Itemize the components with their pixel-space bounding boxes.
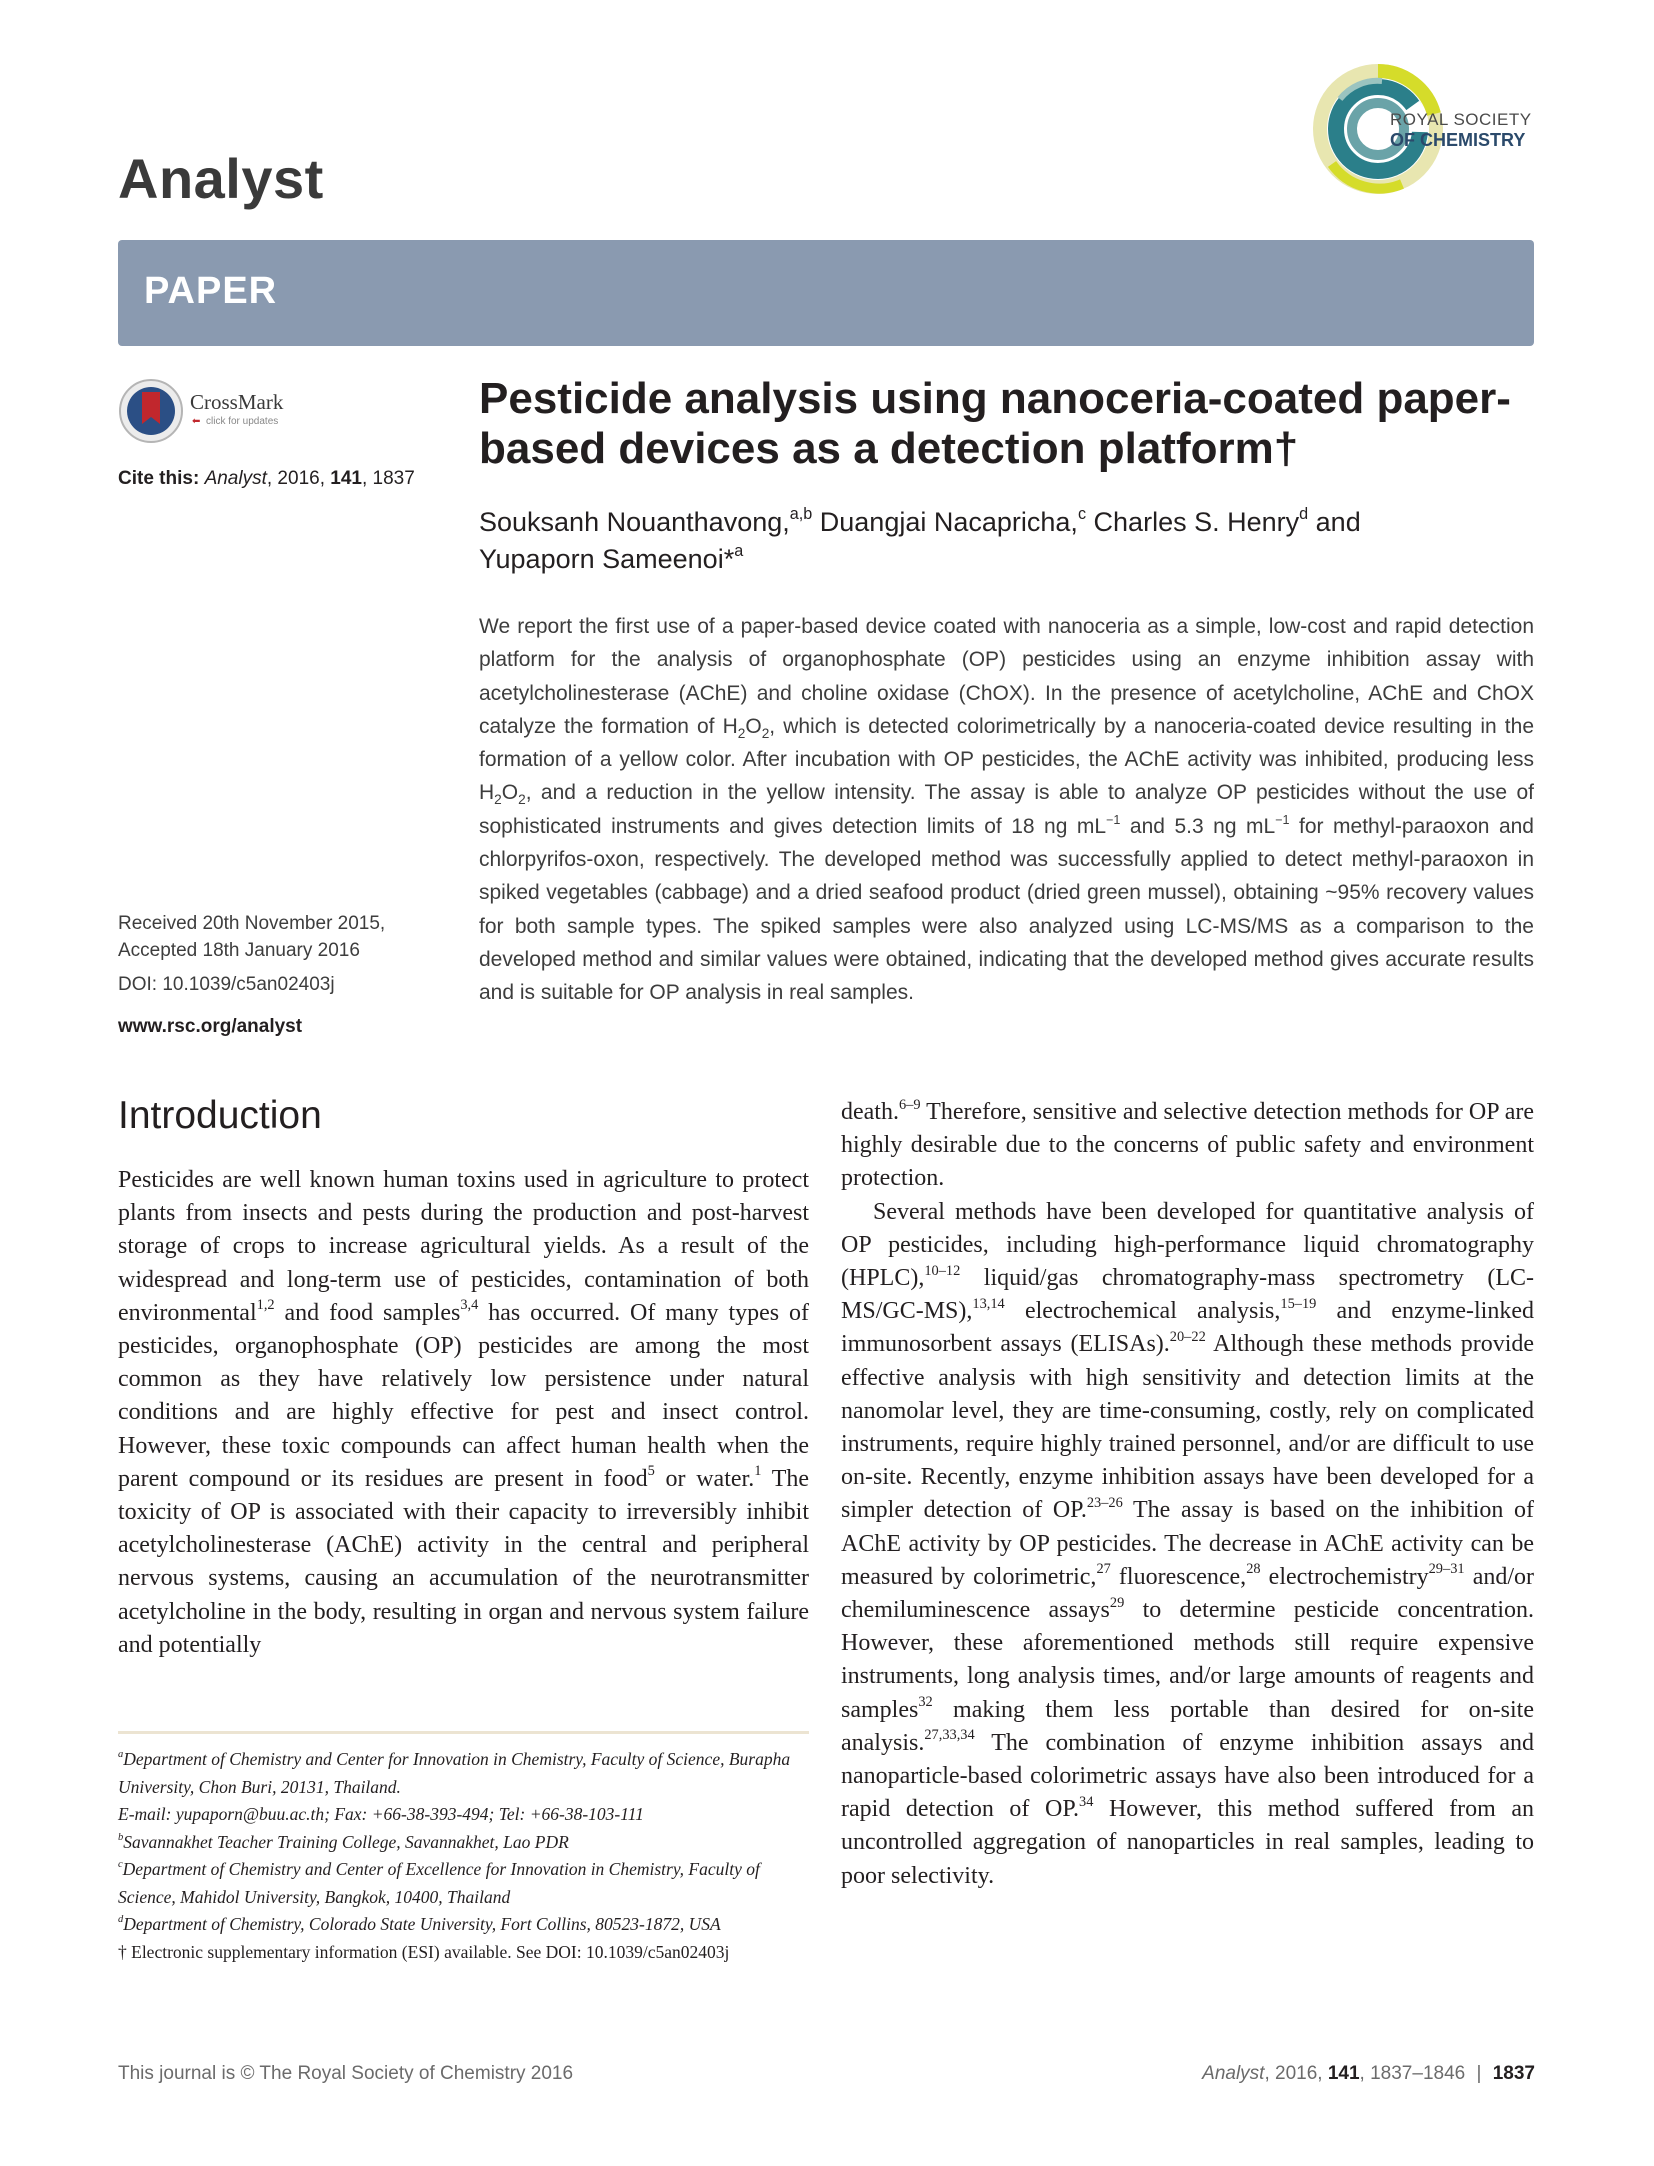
citation-ref[interactable]: 13,14 xyxy=(972,1295,1005,1312)
footer-copyright: This journal is © The Royal Society of Chemistry 2016 xyxy=(118,2063,574,2084)
citation-ref[interactable]: 10–12 xyxy=(924,1262,961,1279)
body-paragraph: death.$^{6-9}$ Therefore, sensitive and selective detection methods for OP are highly desirable due to the concerns of public safety and environment protection. xyxy=(841,1096,1534,1192)
author-affiliation: d xyxy=(1299,505,1309,524)
author-name: Duangjai Nacapricha, xyxy=(819,507,1078,537)
journal-website-link[interactable]: www.rsc.org/analyst xyxy=(118,1016,303,1037)
citation-ref[interactable]: 5 xyxy=(647,1463,655,1480)
author-name: Yupaporn Sameenoi* xyxy=(479,544,735,574)
citation-ref[interactable]: 27,33,34 xyxy=(924,1727,975,1744)
footer-separator: | xyxy=(1476,2063,1482,2084)
section-label: PAPER xyxy=(144,270,278,312)
cite-year: , 2016, xyxy=(266,468,331,489)
publisher-logo[interactable] xyxy=(1312,54,1552,204)
author-affiliation: a xyxy=(734,542,744,561)
author-affiliation: a,b xyxy=(789,505,813,524)
logo-line-2: OF CHEMISTRY xyxy=(1390,130,1526,150)
cite-page: , 1837 xyxy=(361,468,415,489)
cite-volume: 141 xyxy=(330,468,362,489)
author-name: Charles S. Henry xyxy=(1093,507,1300,537)
footer-citation: Analyst, 2016, 141, 1837–1846 | 1837 xyxy=(1202,2063,1535,2084)
body-paragraph: Several methods have been developed for quantitative analysis of OP pesticides, including high-performance liquid chromatography (HPLC),$^{10-12}$ liquid/gas chromatography-mass spectrometry (LC-MS/GC-MS),$^{13,14}$ electrochemical analysis,$^{15-19}$ and enzyme-linked immunosorbent assays (ELISAs).$^{20-22}$ Although these methods provide effective analysis with high sensitivity and detection limits at the nanomolar level, they are time-consuming, costly, rely on complicated instruments, require highly trained personnel, and/or are difficult to use on-site. Recently, enzyme inhibition assays have been developed for a simpler detection of OP.$^{23-26}$ The assay is based on the inhibition of AChE activity by OP pesticides. The decrease in AChE activity can be measured by colorimetric,$^{27}$ fluorescence,$^{28}$ electrochemistry$^{29-31}$ and/or chemiluminescence assays$^{29}$ to determine pesticide concentration. However, these aforementioned methods still require expensive instruments, long analysis times, and/or large amounts of reagents and samples$^{32}$ making them less portable than desired for on-site analysis.$^{27,33,34}$ The combination of enzyme inhibition assays and nanoparticle-based colorimetric assays have also been introduced for a rapid detection of OP.$^{34}$ However, this method suffered from an uncontrolled aggregation of nanoparticles in real samples, leading to poor selectivity. xyxy=(841,1198,1535,1889)
citation-ref[interactable]: 29–31 xyxy=(1428,1561,1465,1578)
footnote-divider xyxy=(118,1731,809,1734)
esi-note: † Electronic supplementary information (ESI) available. See DOI: 10.1039/c5an02403j xyxy=(118,1941,730,1962)
author-affiliation: c xyxy=(1077,505,1087,524)
article-title: Pesticide analysis using nanoceria-coated paper-based devices as a detection platform† xyxy=(479,374,1511,473)
crossmark-badge[interactable] xyxy=(118,378,298,448)
footnote: $^c$Department of Chemistry and Center of Excellence for Innovation in Chemistry, Faculty of Science, Mahidol University, Bangkok, 10400, Thailand xyxy=(118,1859,760,1907)
cite-this xyxy=(118,468,415,490)
body-column-left xyxy=(118,1164,809,1662)
crossmark-arrow-icon: ⬅ xyxy=(192,416,201,427)
citation-ref[interactable]: 6–9 xyxy=(898,1096,921,1113)
article-doi[interactable]: DOI: 10.1039/c5an02403j xyxy=(118,974,335,995)
abstract: We report the first use of a paper-based device coated with nanoceria as a simple, low-cost and rapid detection platform for the analysis of organophosphate (OP) pesticides using an enzyme inhibition assay with acetylcholinesterase (AChE) and choline oxidase (ChOX). In the presence of acetylcholine, AChE and ChOX catalyze the formation of $H_2O_2$, which is detected colorimetrically by a nanoceria-coated device resulting in the formation of a yellow color. After incubation with OP pesticides, the AChE activity was inhibited, producing less $H_2O_2$, and a reduction in the yellow intensity. The assay is able to analyze OP pesticides without the use of sophisticated instruments and gives detection limits of 18 ng $mL^{-1}$ and 5.3 ng $mL^{-1}$ for methyl-paraoxon and chlorpyrifos-oxon, respectively. The developed method was successfully applied to detect methyl-paraoxon in spiked vegetables (cabbage) and a dried seafood product (dried green mussel), obtaining ~95% recovery values for both sample types. The spiked samples were also analyzed using LC-MS/MS as a comparison to the developed method and similar values were obtained, indicating that the developed method gives accurate results and is suitable for OP analysis in real samples. xyxy=(479,615,1535,1005)
citation-ref[interactable]: 29 xyxy=(1109,1594,1125,1611)
footnote: $^a$Department of Chemistry and Center for Innovation in Chemistry, Faculty of Science, Burapha University, Chon Buri, 20131, Thailand. xyxy=(118,1749,791,1797)
citation-ref[interactable]: 34 xyxy=(1079,1793,1094,1810)
footnote: $^b$Savannakhet Teacher Training College, Savannakhet, Lao PDR xyxy=(118,1831,569,1852)
citation-ref[interactable]: 20–22 xyxy=(1169,1328,1206,1345)
affiliation-footnotes xyxy=(118,1746,809,1966)
citation-ref[interactable]: 15–19 xyxy=(1280,1295,1317,1312)
accepted-date: Accepted 18th January 2016 xyxy=(118,940,360,961)
author-list xyxy=(479,504,1539,578)
logo-line-1: ROYAL SOCIETY xyxy=(1390,110,1532,129)
crossmark-icon xyxy=(118,378,184,444)
body-paragraph: Pesticides are well known human toxins used in agriculture to protect plants from insects and pests during the production and post-harvest storage of crops to increase agricultural yields. As a result of the widespread and long-term use of pesticides, contamination of both environmental$^{1,2}$ and food samples$^{3,4}$ has occurred. Of many types of pesticides, organophosphate (OP) pesticides are among the most common as they have relatively low persistence under natural conditions and are highly effective for pest and insect control. However, these toxic compounds can affect human health when the parent compound or its residues are present in food$^5$ or water.$^1$ The toxicity of OP is associated with their capacity to irreversibly inhibit acetylcholinesterase (AChE) activity in the central and peripheral nervous systems, causing an accumulation of the neurotransmitter acetylcholine in the body, resulting in organ and nervous system failure and potentially xyxy=(118,1167,810,1658)
crossmark-label: CrossMark xyxy=(190,390,284,414)
citation-ref[interactable]: 3,4 xyxy=(460,1297,479,1314)
received-date: Received 20th November 2015, xyxy=(118,913,386,934)
author-conjunction: and xyxy=(1315,507,1361,537)
article-dates xyxy=(118,910,385,964)
cite-journal: Analyst xyxy=(204,468,267,489)
section-heading: Introduction xyxy=(118,1094,322,1137)
cite-prefix: Cite this: xyxy=(118,468,200,489)
citation-ref[interactable]: 32 xyxy=(918,1694,933,1711)
citation-ref[interactable]: 23–26 xyxy=(1086,1495,1123,1511)
footnote: $^d$Department of Chemistry, Colorado State University, Fort Collins, 80523-1872, USA xyxy=(118,1914,721,1934)
page-number: 1837 xyxy=(1492,2063,1535,2084)
citation-ref[interactable]: 27 xyxy=(1096,1561,1111,1578)
author-name: Souksanh Nouanthavong, xyxy=(479,507,790,537)
citation-ref[interactable]: 1,2 xyxy=(256,1297,275,1314)
journal-title: Analyst xyxy=(118,147,324,210)
crossmark-sub: click for updates xyxy=(206,416,279,427)
body-column-right xyxy=(841,1096,1534,1893)
citation-ref[interactable]: 28 xyxy=(1246,1561,1261,1578)
footnote-email: E-mail: yupaporn@buu.ac.th; Fax: +66-38-393-494; Tel: +66-38-103-111 xyxy=(118,1804,644,1824)
section-banner xyxy=(118,240,1534,346)
citation-ref[interactable]: 1 xyxy=(754,1463,762,1480)
